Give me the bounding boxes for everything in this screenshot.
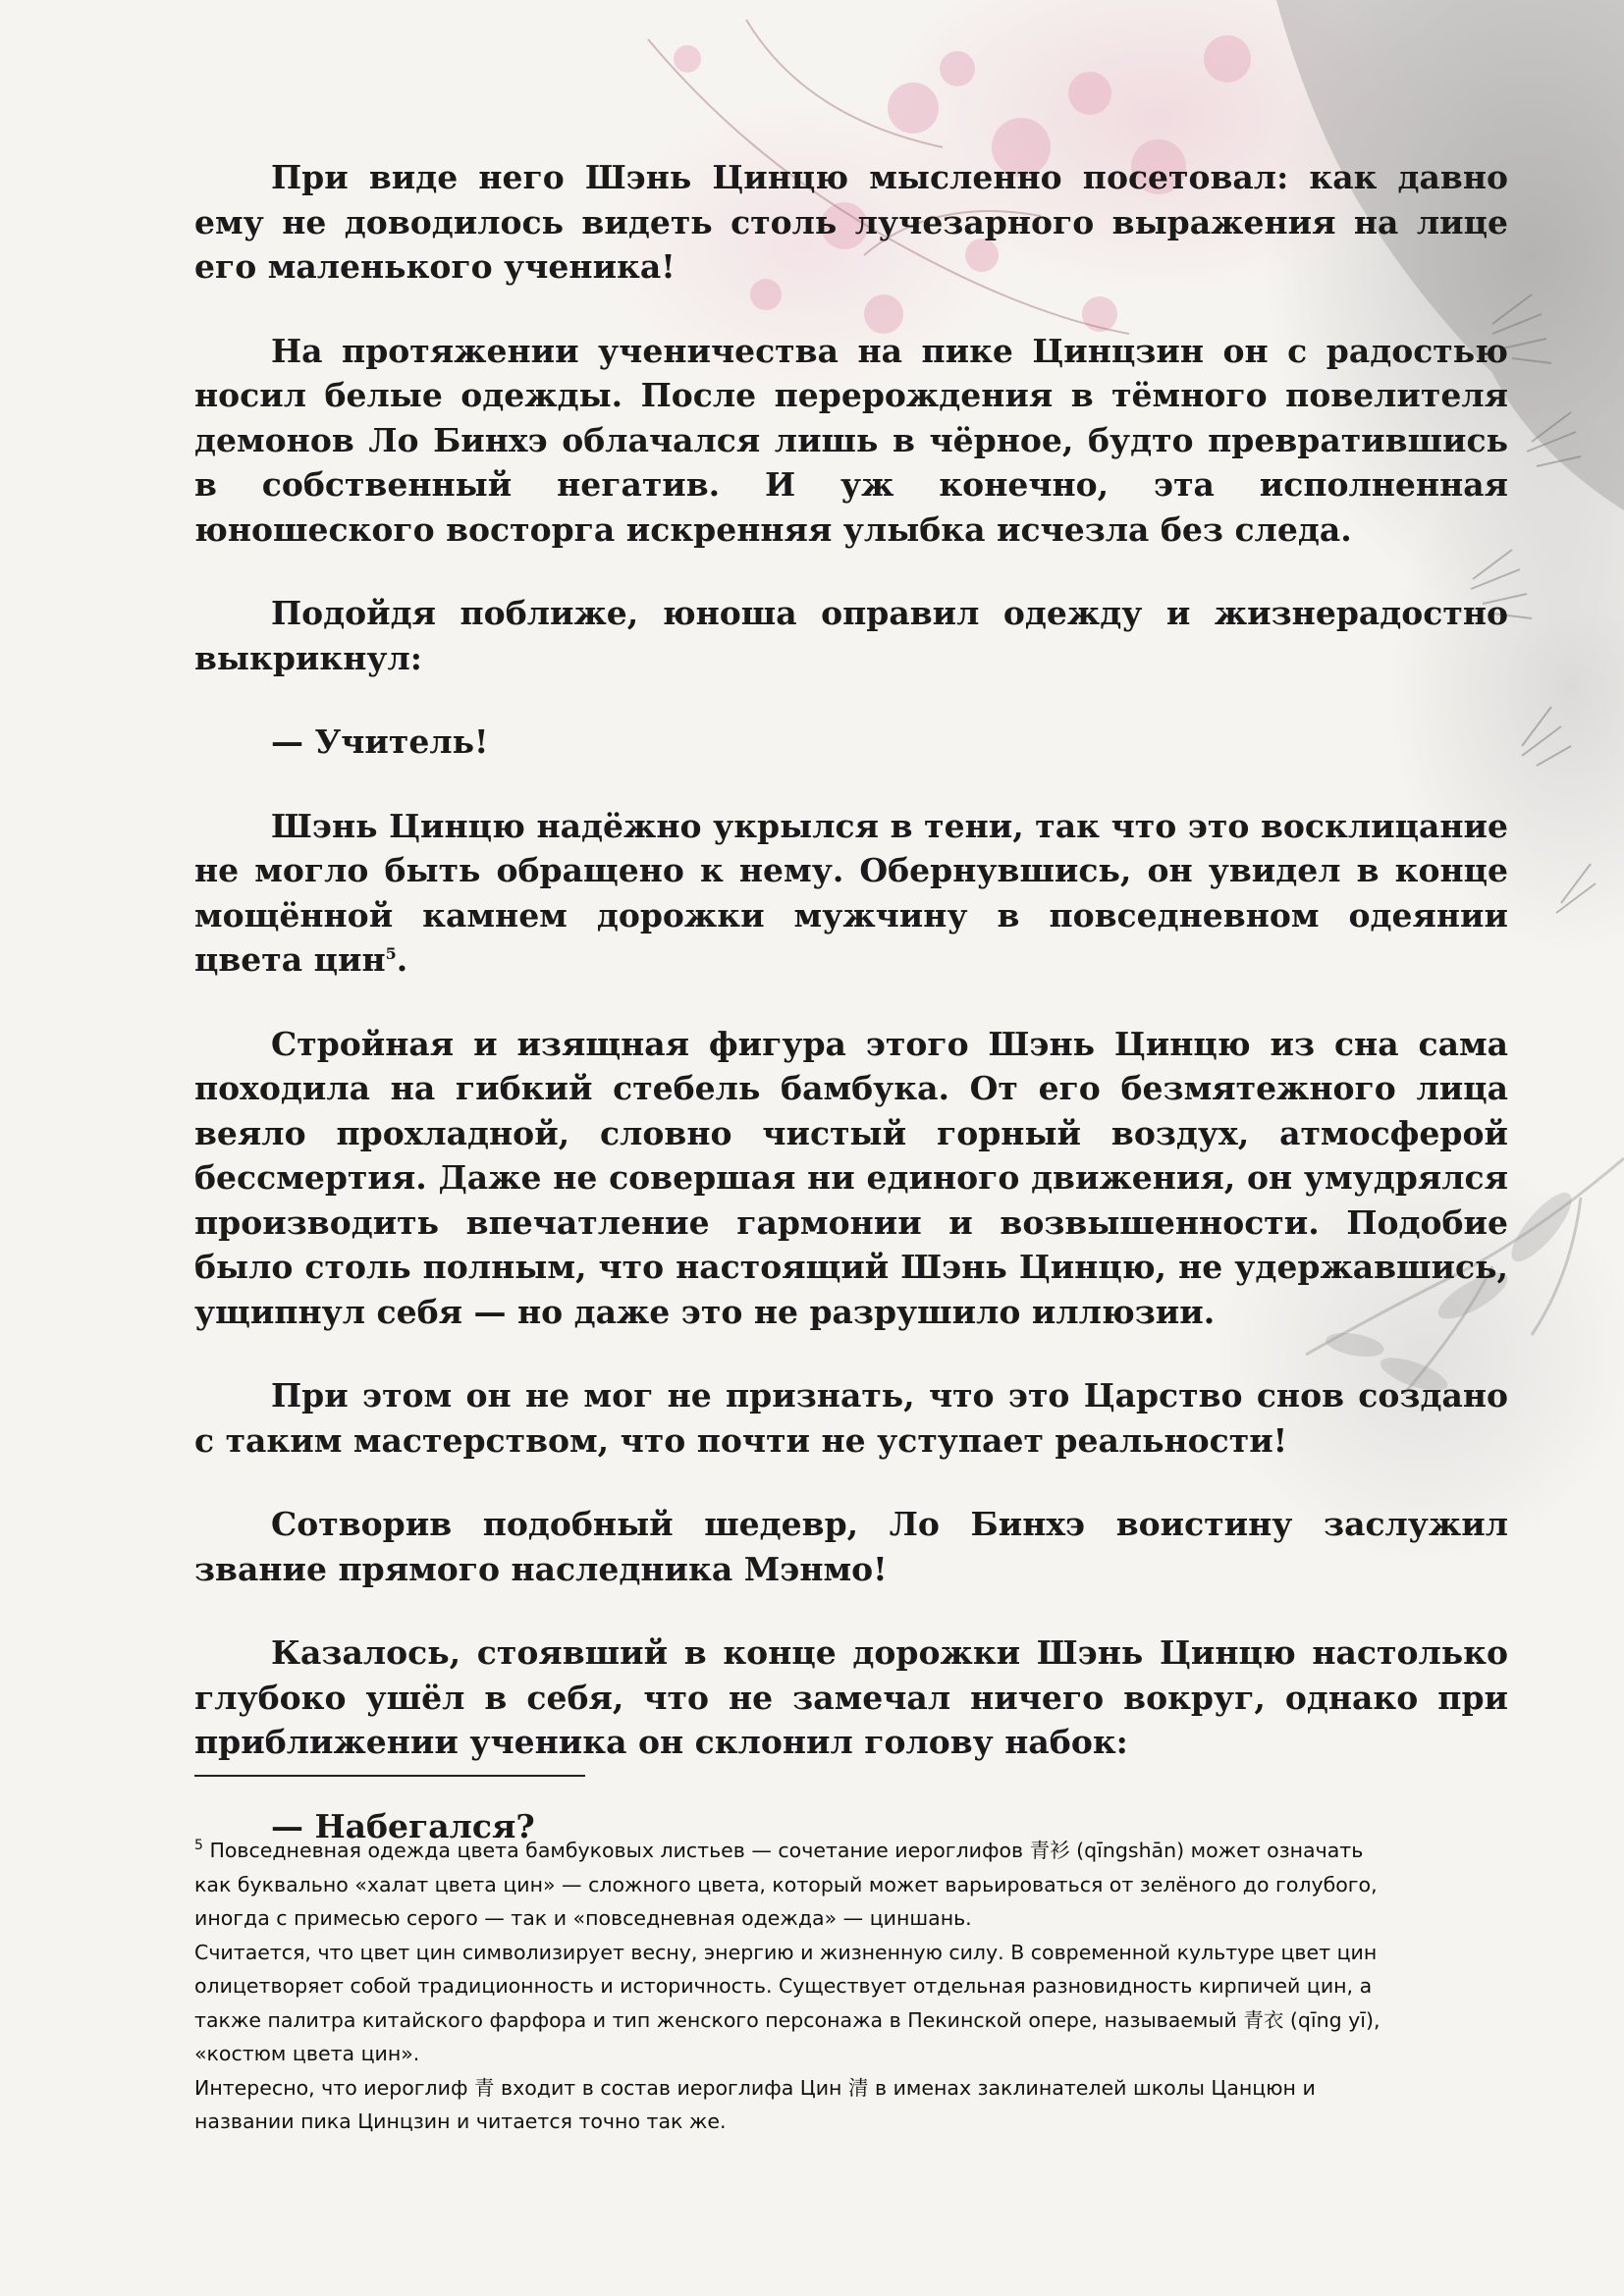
- footnote-line: олицетворяет собой традиционность и историчность. Существует отдельная разновидность кирпичей цин, а: [194, 1974, 1373, 1998]
- paragraph: — Набегался?: [271, 1806, 535, 1845]
- footnote-line: иногда с примесью серого — так и «повседневная одежда» — циншань.: [194, 1906, 972, 1930]
- paragraph: Стройная и изящная фигура этого Шэнь Цинцю из сна сама походила на гибкий стебель бамбука. От его безмятежного лица веяло прохладной, словно чистый горный воздух, атмосферой бессмертия. Даже не совершая ни единого движения, он умудрялся производить впечатление гармонии и возвышенности. Подобие было столь полным, что настоящий Шэнь Цинцю, не удержавшись, ущипнул себя — но даже это не разрушило иллюзии.: [194, 1024, 1508, 1331]
- footnote-line: Интересно, что иероглиф 青 входит в состав иероглифа Цин 清 в именах заклинателей школы Цанцюн и: [194, 2075, 1316, 2100]
- footnote-line: как буквально «халат цвета цин» — сложного цвета, который может варьироваться от зелёного до голубого,: [194, 1872, 1378, 1896]
- footnote-line: Считается, что цвет цин символизирует весну, энергию и жизненную силу. В современной культуре цвет цин: [194, 1940, 1378, 1964]
- footnote-reference[interactable]: 5: [385, 944, 397, 963]
- paragraph: Подойдя поближе, юноша оправил одежду и жизнерадостно выкрикнул:: [194, 594, 1508, 677]
- footnotes: [194, 1834, 1481, 2139]
- paragraph: При виде него Шэнь Цинцю мысленно посетовал: как давно ему не доводилось видеть столь лучезарного выражения на лице его маленького ученика!: [194, 158, 1508, 286]
- paragraph-text: Шэнь Цинцю надёжно укрылся в тени, так что это восклицание не могло быть обращено к нему. Обернувшись, он увидел в конце мощённой камнем дорожки мужчину в повседневном одеянии цвета цин: [194, 806, 1508, 979]
- footnote-line: названии пика Цинцзин и читается точно так же.: [194, 2109, 727, 2133]
- paragraph: Казалось, стоявший в конце дорожки Шэнь Цинцю настолько глубоко ушёл в себя, что не замечал ничего вокруг, однако при приближении ученика он склонил голову набок:: [194, 1633, 1508, 1761]
- footnote-number: 5: [194, 1838, 203, 1854]
- paragraph: — Учитель!: [271, 722, 489, 761]
- footnote-separator: [194, 1775, 585, 1777]
- footnote-line: также палитра китайского фарфора и тип женского персонажа в Пекинской опере, называемый 青衣 (qīng yī),: [194, 2007, 1380, 2032]
- paragraph: При этом он не мог не признать, что это Царство снов создано с таким мастерством, что почти не уступает реальности!: [194, 1376, 1508, 1460]
- paragraph: На протяжении ученичества на пике Цинцзин он с радостью носил белые одежды. После перерождения в тёмного повелителя демонов Ло Бинхэ облачался лишь в чёрное, будто превратившись в собственный негатив. И уж конечно, эта исполненная юношеского восторга искренняя улыбка исчезла без следа.: [194, 331, 1508, 549]
- paragraph: Сотворив подобный шедевр, Ло Бинхэ воистину заслужил звание прямого наследника Мэнмо!: [194, 1505, 1508, 1588]
- footnote-line: «костюм цвета цин».: [194, 2042, 420, 2065]
- paragraph-with-footnote: Шэнь Цинцю надёжно укрылся в тени, так что это восклицание не могло быть обращено к нему. Обернувшись, он увидел в конце мощённой камнем дорожки мужчину в повседневном одеянии цвета цин$^5$.: [194, 806, 1508, 979]
- footnote-line: $^5$ Повседневная одежда цвета бамбуковых листьев — сочетание иероглифов 青衫 (qīngshān) может означать: [194, 1838, 1364, 1862]
- main-text: [194, 155, 1508, 1888]
